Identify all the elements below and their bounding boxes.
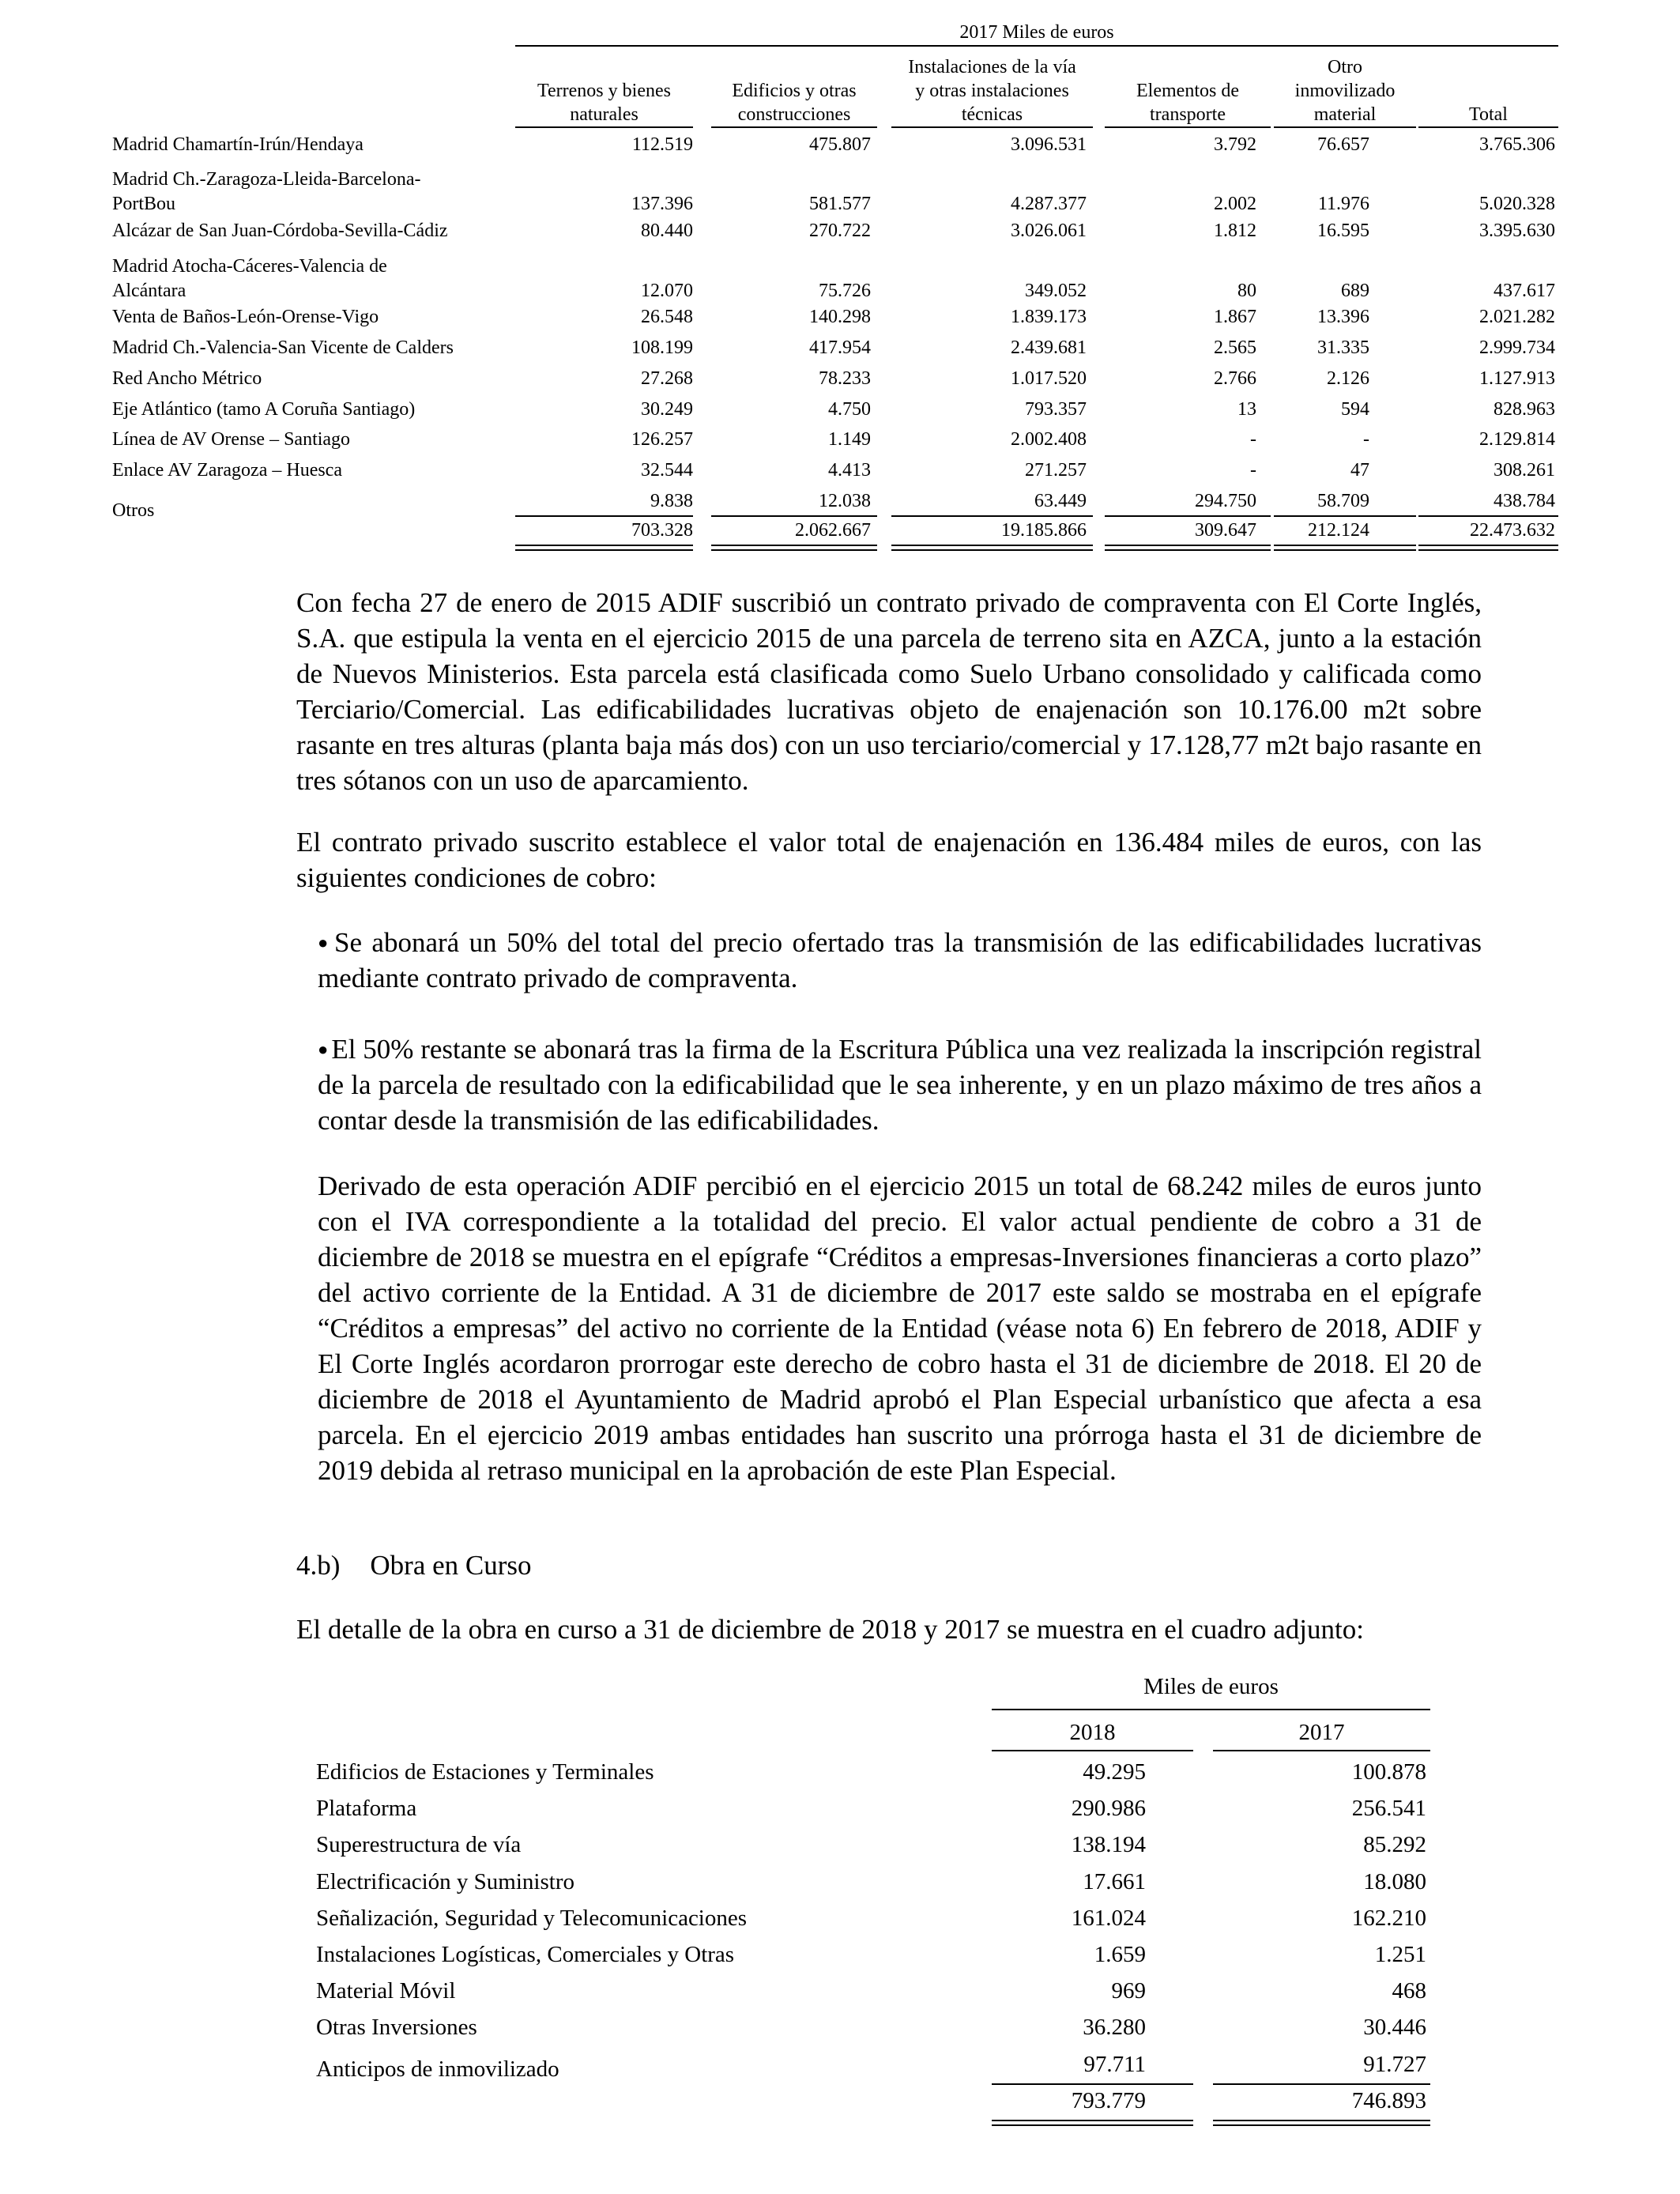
table-cell: 5.020.328 [1479, 194, 1555, 214]
bullet-text: El 50% restante se abonará tras la firma de la Escritura Pública una vez realizada la inscripción registral de la parcela de resultado con la edificabilidad que le sea inherente, y en un plazo máximo de tres años a contar desde la transmisión de las edificabilidades. [318, 1034, 1482, 1136]
table-cell: 969 [1111, 1978, 1146, 2004]
table-cell: 1.149 [828, 429, 871, 450]
table-cell: 3.765.306 [1479, 134, 1555, 155]
row-label [112, 254, 515, 303]
table-cell: 4.287.377 [1011, 194, 1087, 214]
total-cell: 2.062.667 [795, 520, 871, 541]
column-header-line: inmovilizado [1294, 81, 1396, 101]
row-label [112, 428, 515, 452]
table-cell: 1.812 [1214, 221, 1256, 241]
column-header-line: técnicas [961, 104, 1023, 125]
row-label [112, 168, 515, 217]
bullet-icon: ● [318, 1039, 329, 1059]
fixed-assets-by-line-table [0, 0, 1680, 569]
table-cell: 161.024 [1071, 1906, 1146, 1931]
double-rule [1274, 545, 1416, 551]
table-cell: 13.396 [1317, 307, 1369, 327]
caption-rule [992, 1709, 1430, 1710]
paragraph-sale-value: El contrato privado suscrito establece el valor total de enajenación en 136.484 miles de euros, con las siguientes condiciones de cobro: [296, 827, 1482, 893]
bullet-item-second-payment [318, 1031, 1482, 1138]
table-cell: 80 [1237, 281, 1256, 301]
row-label-line: Madrid Ch.-Valencia-San Vicente de Calders [112, 337, 454, 358]
column-header [891, 55, 1093, 128]
row-label: Edificios de Estaciones y Terminales [316, 1759, 654, 1785]
year-header: 2018 [1069, 1720, 1116, 1745]
table-cell: 594 [1341, 399, 1369, 420]
table-cell: 437.617 [1494, 281, 1555, 301]
table-cell: 1.251 [1374, 1942, 1426, 1967]
table-cell: 91.727 [1363, 2052, 1426, 2077]
table-cell: 49.295 [1083, 1759, 1146, 1785]
table-cell: 1.839.173 [1011, 307, 1087, 327]
table-cell: 36.280 [1083, 2015, 1146, 2040]
table-cell: 137.396 [631, 194, 693, 214]
row-label-line: Enlace AV Zaragoza – Huesca [112, 460, 342, 481]
year-rule [1213, 1750, 1430, 1751]
table-cell: 108.199 [631, 337, 693, 358]
table-cell: 17.661 [1083, 1869, 1146, 1894]
table-cell: 308.261 [1494, 460, 1555, 481]
row-label: Anticipos de inmovilizado [316, 2056, 559, 2082]
row-label [112, 499, 515, 523]
table-cell: 793.357 [1025, 399, 1087, 420]
column-header [711, 55, 877, 128]
row-label-line: Madrid Chamartín-Irún/Hendaya [112, 134, 363, 155]
table-cell: 30.446 [1363, 2015, 1426, 2040]
column-header-line: material [1313, 104, 1377, 125]
total-rule [1418, 515, 1558, 517]
table-cell: 2.565 [1214, 337, 1256, 358]
paragraph-collection-details: Derivado de esta operación ADIF percibió en el ejercicio 2015 un total de 68.242 miles de euros junto con el IVA correspondiente a la totalidad del precio. El valor actual pendiente de cobro a 31 de diciembre de 2018 se muestra en el epígrafe “Créditos a empresas-Inversiones financieras a corto plazo” del activo corriente de la Entidad. A 31 de diciembre de 2017 este saldo se mostraba en el epígrafe “Créditos a empresas” del activo no corriente de la Entidad (véase nota 6) En febrero de 2018, ADIF y El Corte Inglés acordaron prorrogar este derecho de cobro hasta el 31 de diciembre de 2018. El 20 de diciembre de 2018 el Ayuntamiento de Madrid aprobó el Plan Especial urbanístico que afecta a esa parcela. En el ejercicio 2019 ambas entidades han suscrito una prórroga hasta el 31 de diciembre de 2019 debida al retraso municipal en la aprobación de este Plan Especial. [318, 1171, 1482, 1486]
table-cell: 4.750 [828, 399, 871, 420]
paragraph-work-in-progress-intro: El detalle de la obra en curso a 31 de diciembre de 2018 y 2017 se muestra en el cuadro adjunto: [296, 1614, 1364, 1645]
table-cell: 63.449 [1034, 491, 1087, 511]
total-cell: 793.779 [1071, 2088, 1146, 2113]
column-header-line: naturales [570, 104, 638, 125]
table-cell: 138.194 [1071, 1832, 1146, 1857]
table-caption: 2017 Miles de euros [959, 22, 1114, 43]
column-header-line: construcciones [737, 104, 851, 125]
table-cell: 140.298 [809, 307, 871, 327]
table-cell: 1.867 [1214, 307, 1256, 327]
row-label-line: Madrid Ch.-Zaragoza-Lleida-Barcelona- [112, 169, 421, 190]
row-label-line: Venta de Baños-León-Orense-Vigo [112, 307, 379, 327]
table-cell: 2.021.282 [1479, 307, 1555, 327]
table-cell: 76.657 [1317, 134, 1369, 155]
row-label-line: Eje Atlántico (tamo A Coruña Santiago) [112, 399, 416, 420]
total-rule [1274, 515, 1416, 517]
section-heading [296, 1547, 1482, 1583]
row-label [112, 305, 515, 330]
column-header-line: Total [1469, 104, 1508, 125]
section-title: Obra en Curso [370, 1550, 532, 1581]
double-rule [1418, 545, 1558, 551]
double-rule [992, 2120, 1193, 2126]
table-cell: 12.070 [641, 281, 693, 301]
table-cell: 3.792 [1214, 134, 1256, 155]
row-label: Electrificación y Suministro [316, 1869, 574, 1894]
table-cell: 2.002 [1214, 194, 1256, 214]
table-cell: 1.127.913 [1479, 368, 1555, 389]
table-cell: 689 [1341, 281, 1369, 301]
year-header: 2017 [1298, 1720, 1345, 1745]
double-rule [1105, 545, 1271, 551]
table-cell: 47 [1350, 460, 1369, 481]
row-label: Señalización, Seguridad y Telecomunicaciones [316, 1906, 748, 1931]
table-cell: 475.807 [809, 134, 871, 155]
table-cell: 2.999.734 [1479, 337, 1555, 358]
row-label-line: Madrid Atocha-Cáceres-Valencia de [112, 256, 387, 277]
column-header [1418, 55, 1558, 128]
table-cell: 100.878 [1351, 1759, 1426, 1785]
row-label-line: Otros [112, 500, 155, 521]
table-cell: 417.954 [809, 337, 871, 358]
column-header-line: Otro [1328, 57, 1362, 77]
table-cell: 26.548 [641, 307, 693, 327]
column-header-line: transporte [1150, 104, 1226, 125]
total-cell: 309.647 [1195, 520, 1256, 541]
table-cell: 3.026.061 [1011, 221, 1087, 241]
table-cell: 2.129.814 [1479, 429, 1555, 450]
paragraph-sale-contract: Con fecha 27 de enero de 2015 ADIF suscribió un contrato privado de compraventa con El Corte Inglés, S.A. que estipula la venta en el ejercicio 2015 de una parcela de terreno sita en AZCA, junto a la estación de Nuevos Ministerios. Esta parcela está clasificada como Suelo Urbano consolidado y calificada como Terciario/Comercial. Las edificabilidades lucrativas objeto de enajenación son 10.176.00 m2t sobre rasante en tres alturas (planta baja más dos) con un uso terciario/comercial y 17.128,77 m2t bajo rasante en tres sótanos con un uso de aparcamiento. [296, 587, 1482, 796]
table-cell: 16.595 [1317, 221, 1369, 241]
caption-rule [515, 45, 1558, 47]
table-cell: 27.268 [641, 368, 693, 389]
table-cell: 85.292 [1363, 1832, 1426, 1857]
table-cell: 270.722 [809, 221, 871, 241]
column-header [515, 55, 693, 128]
row-label [112, 336, 515, 360]
table-cell: 80.440 [641, 221, 693, 241]
total-cell: 746.893 [1351, 2088, 1426, 2113]
total-rule [891, 515, 1093, 517]
table-cell: 9.838 [650, 491, 693, 511]
table-cell: 828.963 [1494, 399, 1555, 420]
double-rule [711, 545, 877, 551]
total-rule [711, 515, 877, 517]
table-cell: 1.017.520 [1011, 368, 1087, 389]
table-cell: 349.052 [1025, 281, 1087, 301]
bullet-text: Se abonará un 50% del total del precio ofertado tras la transmisión de las edificabilidades lucrativas mediante contrato privado de compraventa. [318, 927, 1482, 993]
total-rule [515, 515, 693, 517]
table-cell: 290.986 [1071, 1796, 1146, 1821]
bullet-icon: ● [318, 933, 331, 952]
row-label [112, 367, 515, 391]
table-cell: 13 [1237, 399, 1256, 420]
table-cell: 468 [1392, 1978, 1426, 2004]
row-label: Instalaciones Logísticas, Comerciales y Otras [316, 1942, 735, 1967]
double-rule [1213, 2120, 1430, 2126]
column-header-line: y otras instalaciones [915, 81, 1069, 101]
table-cell: 75.726 [819, 281, 871, 301]
bullet-item-first-payment [318, 925, 1482, 996]
table-cell: 2.002.408 [1011, 429, 1087, 450]
column-header-line: Edificios y otras [732, 81, 857, 101]
row-label-line: Red Ancho Métrico [112, 368, 262, 389]
row-label-line: Alcántara [112, 281, 186, 301]
total-rule [1105, 515, 1271, 517]
row-label-line: Alcázar de San Juan-Córdoba-Sevilla-Cádiz [112, 221, 448, 241]
row-label: Material Móvil [316, 1978, 456, 2004]
total-cell: 212.124 [1308, 520, 1369, 541]
table-cell: 31.335 [1317, 337, 1369, 358]
row-label: Superestructura de vía [316, 1832, 522, 1857]
row-label [112, 219, 515, 243]
table-cell: 32.544 [641, 460, 693, 481]
table-cell: 162.210 [1351, 1906, 1426, 1931]
table-cell: - [1363, 429, 1369, 450]
row-label: Plataforma [316, 1796, 417, 1821]
section-number: 4.b) [296, 1550, 341, 1581]
table-cell: 18.080 [1363, 1869, 1426, 1894]
table-cell: 3.395.630 [1479, 221, 1555, 241]
column-header [1274, 55, 1416, 128]
table-cell: 3.096.531 [1011, 134, 1087, 155]
table-cell: 2.766 [1214, 368, 1256, 389]
table-cell: 256.541 [1351, 1796, 1426, 1821]
column-header [1105, 55, 1271, 128]
table-cell: 271.257 [1025, 460, 1087, 481]
row-label: Otras Inversiones [316, 2015, 477, 2040]
table-cell: 126.257 [631, 429, 693, 450]
row-label [112, 458, 515, 483]
table-cell: 12.038 [819, 491, 871, 511]
table-cell: 4.413 [828, 460, 871, 481]
double-rule [891, 545, 1093, 551]
work-in-progress-table [0, 1660, 1680, 2134]
column-header-line: Terrenos y bienes [537, 81, 671, 101]
table-cell: 97.711 [1083, 2052, 1146, 2077]
row-label-line: Línea de AV Orense – Santiago [112, 429, 351, 450]
column-header-line: Elementos de [1136, 81, 1239, 101]
table-cell: 438.784 [1494, 491, 1555, 511]
table-cell: 2.439.681 [1011, 337, 1087, 358]
double-rule [515, 545, 693, 551]
table-caption: Miles de euros [1143, 1674, 1279, 1699]
table-cell: - [1250, 429, 1256, 450]
table-cell: 581.577 [809, 194, 871, 214]
year-rule [992, 1750, 1193, 1751]
row-label-line: PortBou [112, 194, 176, 214]
table-cell: 112.519 [631, 134, 693, 155]
table-cell: 58.709 [1317, 491, 1369, 511]
total-cell: 19.185.866 [1001, 520, 1087, 541]
table-cell: 11.976 [1317, 194, 1369, 214]
column-header-line: Instalaciones de la vía [908, 57, 1076, 77]
table-cell: - [1250, 460, 1256, 481]
table-cell: 1.659 [1094, 1942, 1146, 1967]
row-label [112, 133, 515, 157]
table-cell: 2.126 [1327, 368, 1369, 389]
table-cell: 78.233 [819, 368, 871, 389]
row-label [112, 398, 515, 422]
total-cell: 703.328 [631, 520, 693, 541]
table-cell: 30.249 [641, 399, 693, 420]
total-cell: 22.473.632 [1470, 520, 1555, 541]
table-cell: 294.750 [1195, 491, 1256, 511]
